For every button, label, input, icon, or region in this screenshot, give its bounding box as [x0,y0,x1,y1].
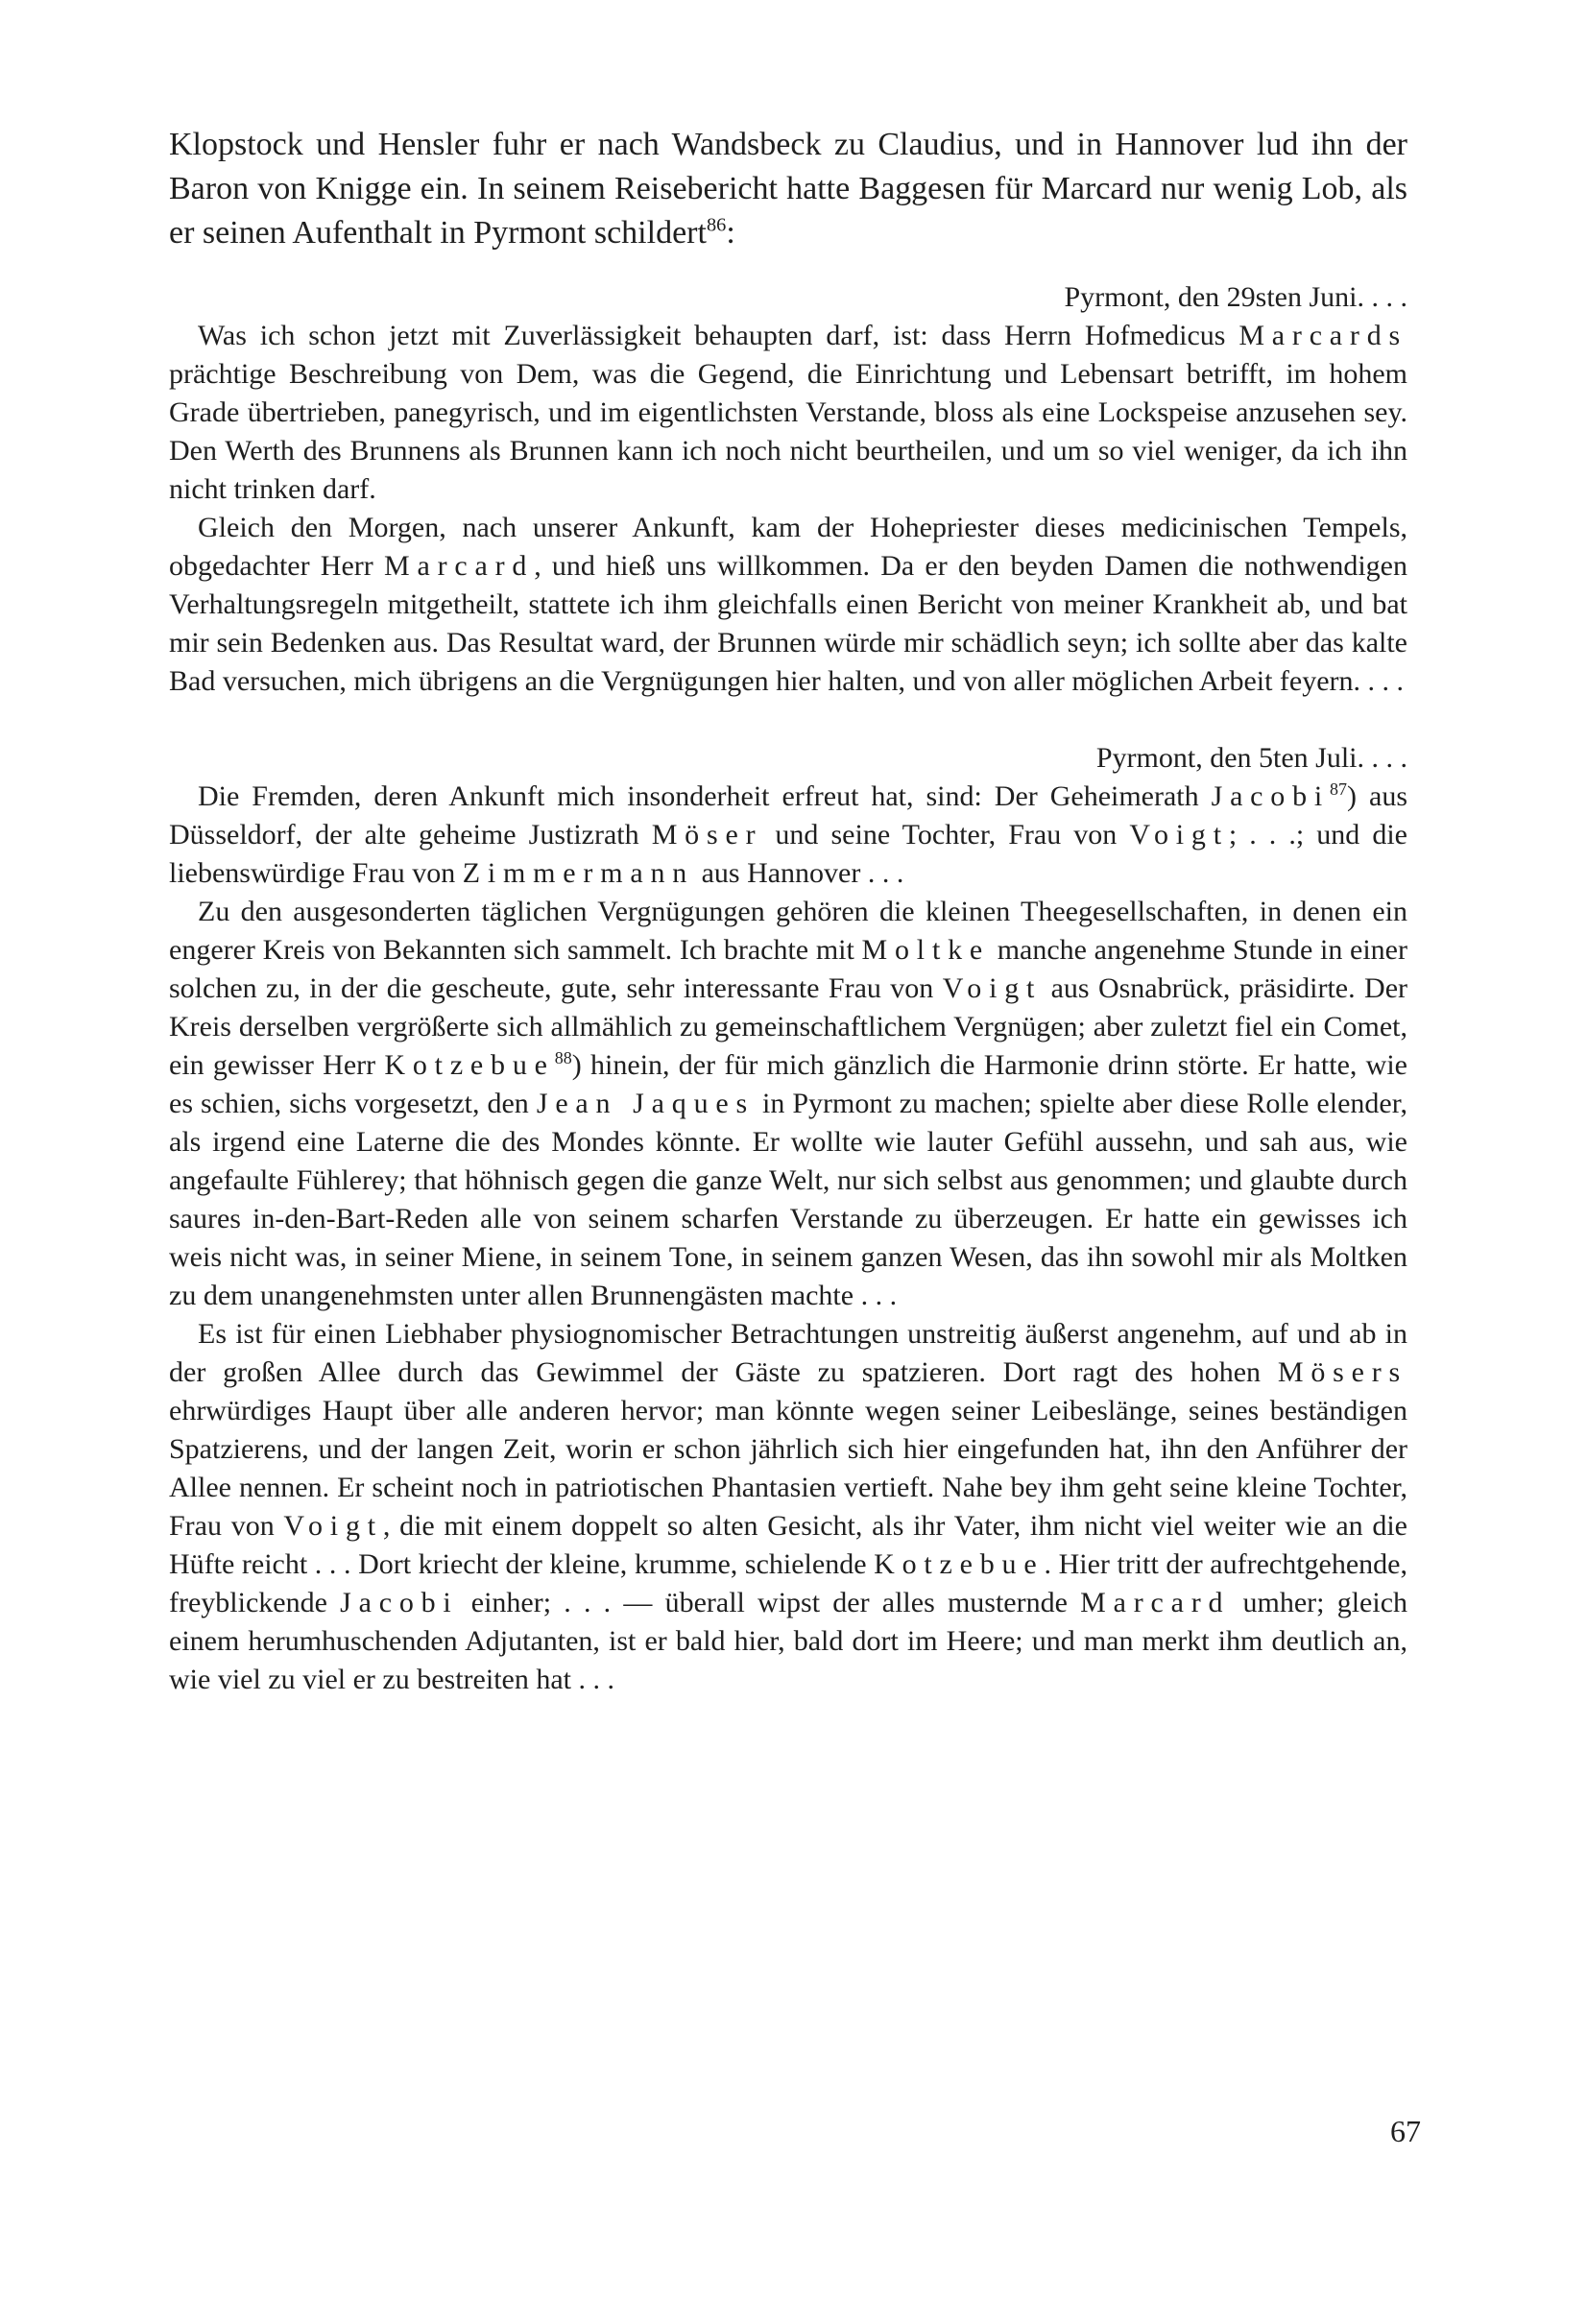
intro-text: Klopstock und Hensler fuhr er nach Wandsbeck zu Claudius, und in Hannover lud ihn der Baron von Knigge ein. In seinem Reisebericht hatte Baggesen für Marcard nur wenig Lob, als er seinen Aufenthalt in Pyrmont schildert [169,127,1407,251]
footnote-marker-88: 88 [554,1048,572,1067]
text-run: und seine Tochter, Frau von [762,819,1130,851]
text-run: ehrwürdiges Haupt über alle anderen hervor; man könnte wegen seiner Leibeslänge, seines beständigen Spatzierens, und der langen Zeit, worin er schon jährlich sich hier eingefunden hat, ihn den Anführer der Allee nennen. Er scheint noch in patriotischen Phantasien vertieft. Nahe bey ihm geht seine kleine Tochter, Frau von [169,1395,1407,1542]
text-run: Es ist für einen Liebhaber physiognomischer Betrachtungen unstreitig äußerst angenehm, auf und ab in der großen Allee durch das Gewimmel der Gäste zu spatzieren. Dort ragt des hohen [169,1318,1407,1388]
quoted-letters [169,278,1407,1699]
intro-text-end: : [726,215,735,251]
text-run: ) aus Düsseldorf, der alte geheime Justizrath [169,780,1407,851]
dateline-5-juli: Pyrmont, den 5ten Juli. . . . [1095,742,1407,774]
spaced-name-marcard: Marcard [1080,1587,1231,1618]
footnote-marker-87: 87 [1330,779,1348,799]
spaced-name-moeser: Möser [651,819,763,851]
text-run: ; . . .; und die liebenswürdige Frau von [169,819,1407,889]
text-run: , und hieß uns willkommen. Da er den beyden Damen die nothwendigen Verhaltungsregeln mitgetheilt, stattete ich ihm gleichfalls einen Bericht von meiner Krankheit ab, und bat mir sein Bedenken aus. Das Resultat ward, der Brunnen würde mir schädlich seyn; ich sollte aber das kalte Bad versuchen, mich übrigens an die Vergnügungen hier halten, und von aller möglichen Arbeit feyern. . . . [169,550,1407,697]
text-run: aus Osnabrück, präsidirte. Der Kreis derselben vergrößerte sich allmählich zu gemeinschaftlichem Vergnügen; aber zuletzt fiel ein Comet, ein gewisser Herr [169,972,1408,1081]
spaced-name-moesers: Mösers [1277,1356,1407,1388]
spaced-name-kotzebue: Kotzebue [384,1049,555,1081]
spaced-name-voigt: Voigt [283,1510,383,1542]
spaced-name-marcards: Marcards [1238,320,1407,351]
spaced-name-voigt: Voigt [1129,819,1229,851]
text-run: , die mit einem doppelt so alten Gesicht, als ihr Vater, ihm nicht viel weiter wie an die Hüfte reicht . . . Dort kriecht der kleine, krumme, schielende [169,1510,1407,1580]
text-run: Gleich den Morgen, nach unserer Ankunft, kam der Hohepriester dieses medicinischen Tempels, obgedachter Herr [169,512,1407,582]
spaced-name-jacobi: Jacobi [340,1587,459,1618]
letter2-paragraph-3 [169,1315,1407,1699]
letter2-paragraph-2 [169,893,1407,1315]
letter2-paragraph-1 [169,778,1407,893]
spaced-name-jacobi: Jacobi [1211,780,1331,812]
text-run: ) hinein, der für mich gänzlich die Harmonie drinn störte. Er hatte, wie es schien, sichs vorgesetzt, den [169,1049,1407,1119]
letter1-paragraph-2 [169,509,1407,701]
spaced-name-jean-jaques: Jean Jaques [536,1088,755,1119]
page-content [169,123,1407,2158]
text-run: manche angenehme Stunde in einer solchen zu, in der die gescheute, gute, sehr interessante Frau von [169,934,1407,1004]
text-run: in Pyrmont zu machen; spielte aber diese Rolle elender, als irgend eine Laterne die des Mondes könnte. Er wollte wie lauter Gefühl aussehn, und sah aus, wie angefaulte Fühlerey; that höhnisch gegen die ganze Welt, nur sich selbst aus genommen; und glaubte durch saures in-den-Bart-Reden alle von seinem scharfen Verstande zu überzeugen. Er hatte ein gewisses ich weis nicht was, in seiner Miene, in seinem Tone, in seinem ganzen Wesen, das ihn sowohl mir als Moltken zu dem unangenehmsten unter allen Brunnengästen machte . . . [169,1088,1407,1311]
text-run: Zu den ausgesonderten täglichen Vergnügungen gehören die kleinen Theegesellschaften, in denen ein engerer Kreis von Bekannten sich sammelt. Ich brachte mit [169,896,1407,966]
footnote-marker-86: 86 [706,214,727,236]
dateline-29-juni: Pyrmont, den 29sten Juni. . . . [1064,281,1407,313]
spaced-name-zimmermann: Zimmermann [462,857,695,889]
text-run: aus Hannover . . . [694,857,904,889]
spaced-name-kotzebue: Kotzebue [874,1548,1045,1580]
text-run: prächtige Beschreibung von Dem, was die Gegend, die Einrichtung und Lebensart betrifft, im hohem Grade übertrieben, panegyrisch, und im eigentlichsten Verstande, bloss als eine Lockspeise anzusehen sey. Den Werth des Brunnens als Brunnen kann ich noch nicht beurtheilen, und um so viel weniger, da ich ihn nicht trinken darf. [169,358,1407,505]
intro-paragraph [169,123,1407,255]
spaced-name-moltke: Moltke [861,934,990,966]
letter1-paragraph-1 [169,317,1407,509]
text-run: . Hier tritt der aufrechtgehende, freyblickende [169,1548,1407,1618]
text-run: Was ich schon jetzt mit Zuverlässigkeit behaupten darf, ist: dass Herrn Hofmedicus [198,320,1239,351]
spaced-name-marcard: Marcard [383,550,535,582]
page-number: 67 [1390,2114,1421,2148]
text-run: Die Fremden, deren Ankunft mich insonderheit erfreut hat, sind: Der Geheimerath [198,780,1212,812]
text-run: umher; gleich einem herumhuschenden Adjutanten, ist er bald hier, bald dort im Heere; und man merkt ihm deutlich an, wie viel zu viel er zu bestreiten hat . . . [169,1587,1408,1695]
spaced-name-voigt: Voigt [942,972,1043,1004]
text-run: einher; . . . — überall wipst der alles musternde [458,1587,1081,1618]
